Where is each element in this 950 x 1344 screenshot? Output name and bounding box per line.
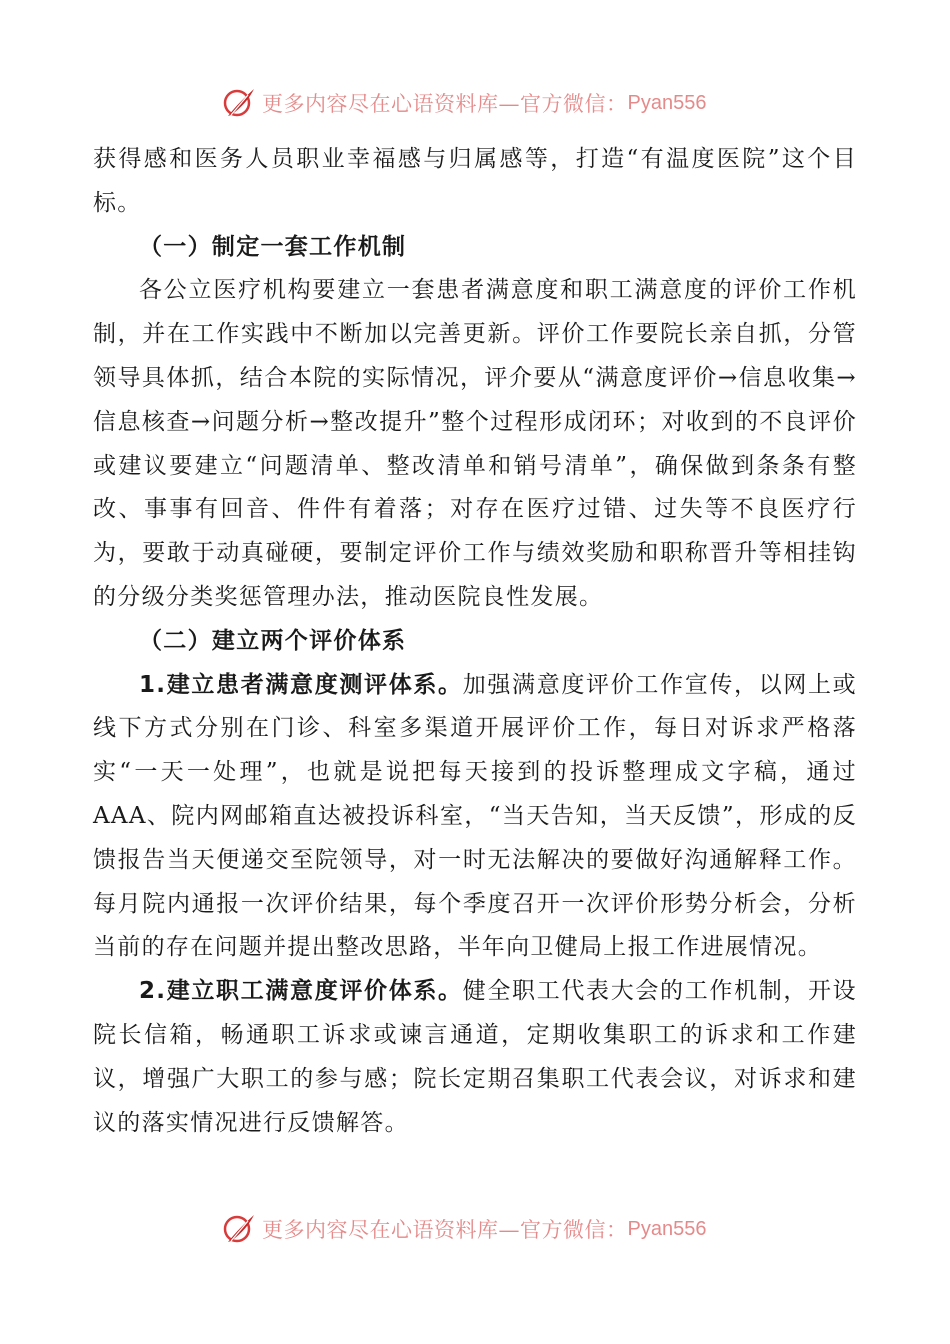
footer-banner	[222, 1212, 706, 1246]
quill-pen-logo-icon	[222, 1212, 256, 1246]
paragraph-staff-satisfaction	[93, 970, 857, 1145]
paragraph-lead-staff: 2.建立职工满意度评价体系。	[139, 978, 463, 1005]
footer-wechat-id: Pyan556	[627, 1217, 707, 1240]
paragraph-continuation: 获得感和医务人员职业幸福感与归属感等，打造“有温度医院”这个目标。	[93, 146, 857, 216]
paragraph-work-mechanism: 各公立医疗机构要建立一套患者满意度和职工满意度的评价工作机制，并在工作实践中不断加以完善更新。评价工作要院长亲自抓，分管领导具体抓，结合本院的实际情况，评介要从“满意度评价→信息收集→信息核查→问题分析→整改提升”整个过程形成闭环；对收到的不良评价或建议要建立“问题清单、整改清单和销号清单”，确保做到条条有整改、事事有回音、件件有着落；对存在医疗过错、过失等不良医疗行为，要敢于动真碰硬，要制定评价工作与绩效奖励和职称晋升等相挂钩的分级分类奖惩管理办法，推动医院良性发展。	[93, 277, 857, 610]
paragraph-patient-satisfaction	[93, 664, 857, 971]
footer-banner-text: 更多内容尽在心语资料库—官方微信：	[262, 1218, 628, 1242]
section-heading-1: （一）制定一套工作机制	[139, 233, 407, 260]
header-wechat-id: Pyan556	[627, 91, 707, 114]
quill-pen-logo-icon	[222, 86, 256, 120]
document-body	[93, 138, 857, 1145]
paragraph-body-staff: 健全职工代表大会的工作机制，开设院长信箱，畅通职工诉求或谏言通道，定期收集职工的诉求和工作建议，增强广大职工的参与感；院长定期召集职工代表会议，对诉求和建议的落实情况进行反馈解答。	[93, 978, 857, 1136]
paragraph-lead-patient: 1.建立患者满意度测评体系。	[139, 671, 463, 698]
header-banner	[222, 86, 706, 120]
header-banner-text: 更多内容尽在心语资料库—官方微信：	[262, 92, 628, 116]
paragraph-body-patient: 加强满意度评价工作宣传，以网上或线下方式分别在门诊、科室多渠道开展评价工作，每日对诉求严格落实“一天一处理”，也就是说把每天接到的投诉整理成文字稿，通过AAA、院内网邮箱直达被投诉科室，“当天告知，当天反馈”，形成的反馈报告当天便递交至院领导，对一时无法解决的要做好沟通解释工作。每月院内通报一次评价结果，每个季度召开一次评价形势分析会，分析当前的存在问题并提出整改思路，半年向卫健局上报工作进展情况。	[93, 671, 857, 961]
section-heading-2: （二）建立两个评价体系	[139, 627, 407, 654]
